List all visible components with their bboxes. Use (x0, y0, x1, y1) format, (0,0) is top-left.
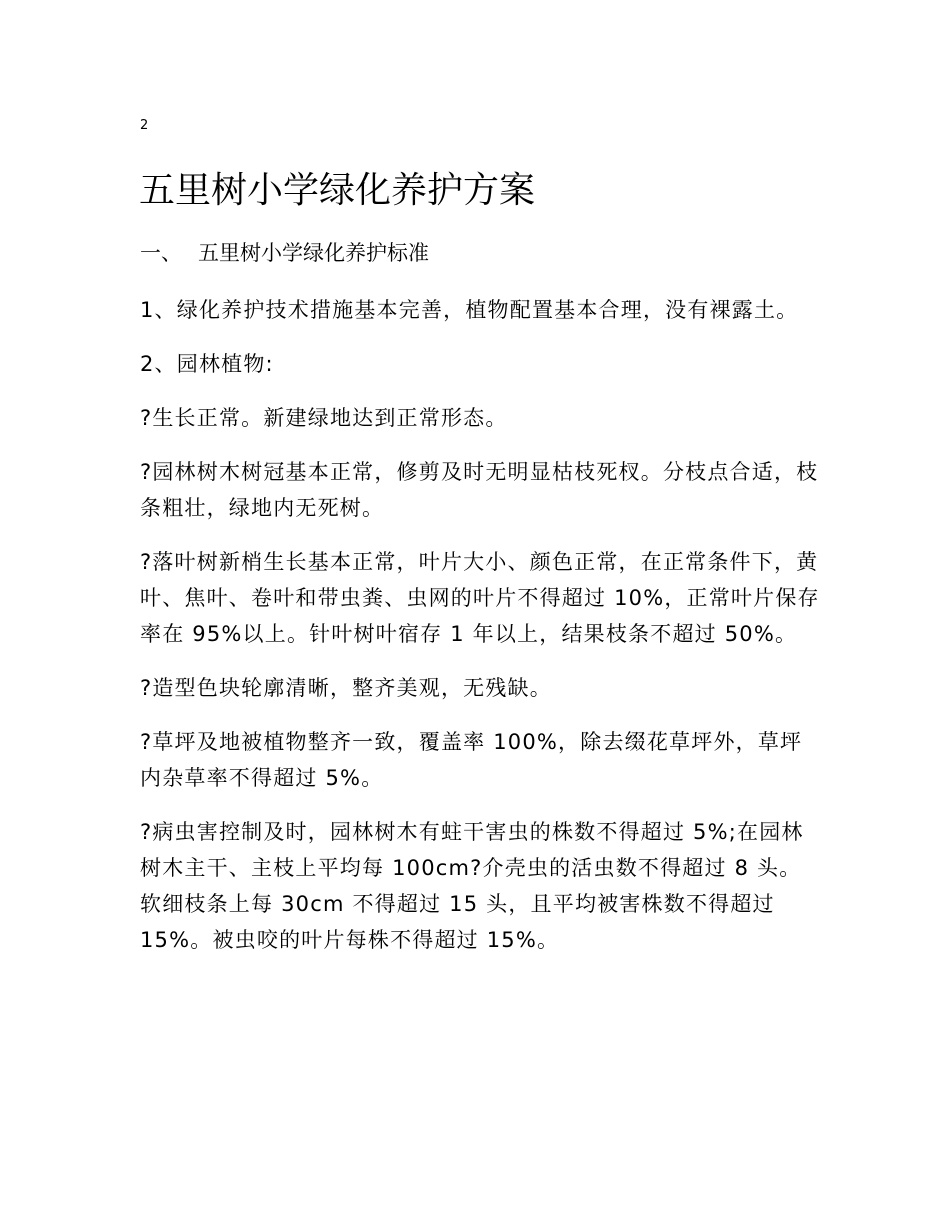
page-number: 2 (140, 118, 149, 133)
paragraph-tree-crown: ?园林树木树冠基本正常，修剪及时无明显枯枝死杈。分枝点合适，枝条粗壮，绿地内无死树。 (140, 460, 819, 520)
paragraph-deciduous-trees: ?落叶树新梢生长基本正常，叶片大小、颜色正常，在正常条件下，黄叶、焦叶、卷叶和带虫粪、虫网的叶片不得超过 10%，正常叶片保存率在 95%以上。针叶树叶宿存 1 年以上，结果枝条不超过 50%。 (140, 550, 820, 646)
document-body (140, 236, 820, 976)
section-title: 五里树小学绿化养护标准 (198, 241, 429, 265)
paragraph-color-blocks: ?造型色块轮廓清晰，整齐美观，无残缺。 (140, 676, 552, 700)
paragraph-pest-control: ?病虫害控制及时，园林树木有蛀干害虫的株数不得超过 5%;在园林树木主干、主枝上平均每 100cm?介壳虫的活虫数不得超过 8 头。软细枝条上每 30cm 不得超过 15 头，且平均被害株数不得超过 15%。被虫咬的叶片每株不得超过 15%。 (140, 820, 804, 952)
paragraph-growth: ?生长正常。新建绿地达到正常形态。 (140, 406, 508, 430)
section-number: 一、 (140, 241, 182, 265)
paragraph-item-2: 2、园林植物: (140, 352, 274, 376)
paragraph-item-1: 1、绿化养护技术措施基本完善，植物配置基本合理，没有裸露土。 (140, 298, 799, 322)
paragraph-lawn: ?草坪及地被植物整齐一致，覆盖率 100%，除去缀花草坪外，草坪内杂草率不得超过 5%。 (140, 730, 803, 790)
document-title: 五里树小学绿化养护方案 (139, 170, 536, 211)
section-heading (140, 236, 820, 270)
